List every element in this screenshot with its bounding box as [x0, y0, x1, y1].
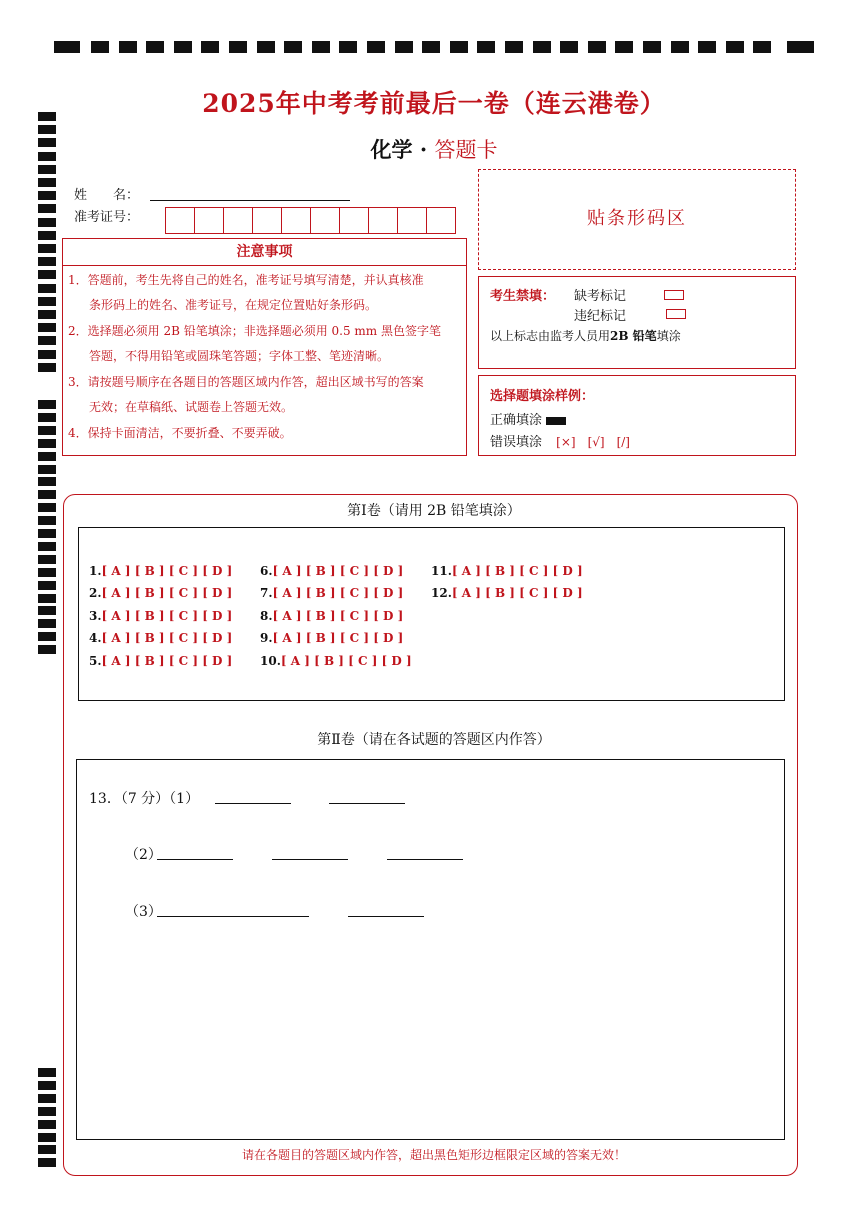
mc-number: 5.: [89, 654, 102, 668]
timing-mark: [533, 41, 551, 53]
timing-mark: [38, 529, 56, 538]
mc-options[interactable]: [ A ] [ B ] [ C ] [ D ]: [101, 654, 233, 668]
id-digit-box[interactable]: [368, 207, 398, 234]
question-13-answer-box: [76, 759, 785, 1140]
wrong-fill-label: 错误填涂: [490, 435, 543, 450]
page-title: 2025年中考考前最后一卷（连云港卷）: [202, 89, 666, 118]
mc-question-6[interactable]: [260, 564, 403, 578]
mc-options[interactable]: [ A ] [ B ] [ C ] [ D ]: [101, 609, 233, 623]
timing-mark: [38, 191, 56, 200]
wrong-fill-samples: [×] [√] [/]: [556, 435, 630, 449]
timing-mark: [588, 41, 606, 53]
notice-item: 2．选择题必须用 2B 铅笔填涂；非选择题必须用 0.5 mm 黑色签字笔: [68, 324, 442, 338]
timing-mark: [257, 41, 275, 53]
mc-number: 1.: [89, 564, 102, 578]
timing-mark: [38, 490, 56, 499]
timing-mark: [38, 542, 56, 551]
mc-options[interactable]: [ A ] [ B ] [ C ] [ D ]: [272, 564, 404, 578]
forbidden-marks-box: [478, 276, 796, 369]
mc-options[interactable]: [ A ] [ B ] [ C ] [ D ]: [451, 564, 583, 578]
timing-mark: [505, 41, 523, 53]
mc-number: 11.: [431, 564, 452, 578]
timing-mark: [38, 284, 56, 293]
timing-mark: [38, 400, 56, 409]
subtitle-card: 答题卡: [434, 138, 498, 162]
timing-mark: [38, 257, 56, 266]
mc-options[interactable]: [ A ] [ B ] [ C ] [ D ]: [272, 631, 404, 645]
barcode-area: 贴条形码区: [478, 169, 796, 270]
timing-mark: [38, 336, 56, 345]
timing-mark: [367, 41, 385, 53]
timing-mark: [38, 297, 56, 306]
forbidden-note-post: 填涂: [656, 329, 681, 343]
id-number-boxes[interactable]: [165, 207, 455, 234]
answer-blank[interactable]: [215, 803, 291, 804]
mc-options[interactable]: [ A ] [ B ] [ C ] [ D ]: [272, 609, 404, 623]
correct-fill-sample: [546, 417, 566, 425]
mc-question-2[interactable]: [89, 586, 232, 600]
timing-mark: [38, 413, 56, 422]
answer-blank[interactable]: [272, 859, 348, 860]
notice-item: 3．请按题号顺序在各题目的答题区域内作答，超出区域书写的答案: [68, 375, 424, 389]
timing-mark: [174, 41, 192, 53]
timing-mark: [38, 270, 56, 279]
timing-mark: [38, 125, 56, 134]
timing-mark: [671, 41, 689, 53]
timing-mark: [38, 178, 56, 187]
mc-number: 2.: [89, 586, 102, 600]
absent-mark-label: 缺考标记: [574, 289, 627, 304]
multiple-choice-box: [78, 527, 785, 701]
timing-mark: [698, 41, 716, 53]
mc-question-11[interactable]: [431, 564, 583, 578]
timing-mark: [38, 645, 56, 654]
mc-number: 6.: [260, 564, 273, 578]
timing-mark: [38, 465, 56, 474]
timing-mark: [38, 310, 56, 319]
subtitle-subject: 化学 ·: [370, 137, 435, 162]
mc-number: 12.: [431, 586, 452, 600]
timing-mark: [726, 41, 744, 53]
example-heading: 选择题填涂样例：: [490, 389, 595, 404]
timing-mark: [119, 41, 137, 53]
mc-question-9[interactable]: [260, 631, 403, 645]
name-label: 姓 名：: [74, 188, 140, 203]
part-2-label: （2）: [125, 847, 162, 863]
timing-mark: [753, 41, 771, 53]
id-digit-box[interactable]: [252, 207, 282, 234]
timing-mark: [477, 41, 495, 53]
mc-number: 8.: [260, 609, 273, 623]
mc-question-8[interactable]: [260, 609, 403, 623]
mc-question-12[interactable]: [431, 586, 583, 600]
mc-options[interactable]: [ A ] [ B ] [ C ] [ D ]: [101, 564, 233, 578]
timing-mark: [38, 426, 56, 435]
id-label: 准考证号：: [74, 210, 140, 225]
timing-mark: [146, 41, 164, 53]
mc-number: 9.: [260, 631, 273, 645]
id-digit-box[interactable]: [310, 207, 340, 234]
timing-mark: [38, 218, 56, 227]
timing-mark: [38, 452, 56, 461]
forbidden-label: 考生禁填：: [490, 289, 556, 304]
mc-options[interactable]: [ A ] [ B ] [ C ] [ D ]: [451, 586, 583, 600]
timing-mark: [284, 41, 302, 53]
correct-fill-label: 正确填涂: [490, 413, 543, 428]
timing-mark: [38, 568, 56, 577]
violation-mark-label: 违纪标记: [574, 309, 627, 324]
timing-mark: [91, 41, 109, 53]
answer-blank[interactable]: [157, 916, 309, 917]
answer-blank[interactable]: [348, 916, 424, 917]
timing-mark: [38, 1120, 56, 1129]
timing-mark: [38, 204, 56, 213]
timing-mark: [450, 41, 468, 53]
timing-mark: [615, 41, 633, 53]
notice-box: [62, 238, 467, 456]
section1-title: 第Ⅰ卷（请用 2B 铅笔填涂）: [347, 503, 521, 519]
mc-options[interactable]: [ A ] [ B ] [ C ] [ D ]: [280, 654, 412, 668]
timing-mark: [38, 350, 56, 359]
notice-heading: 注意事项: [63, 239, 466, 266]
part-3-label: （3）: [125, 904, 162, 920]
timing-mark: [54, 41, 80, 53]
mc-options[interactable]: [ A ] [ B ] [ C ] [ D ]: [272, 586, 404, 600]
id-digit-box[interactable]: [281, 207, 311, 234]
timing-mark: [38, 606, 56, 615]
timing-mark: [38, 439, 56, 448]
timing-mark: [38, 323, 56, 332]
correct-fill-row: [490, 409, 566, 428]
answer-blank[interactable]: [387, 859, 463, 860]
mc-question-10[interactable]: [260, 654, 412, 668]
id-digit-box[interactable]: [223, 207, 253, 234]
timing-mark: [38, 1081, 56, 1090]
timing-mark: [38, 555, 56, 564]
timing-mark: [422, 41, 440, 53]
mc-options[interactable]: [ A ] [ B ] [ C ] [ D ]: [101, 631, 233, 645]
mc-number: 10.: [260, 654, 281, 668]
timing-mark: [38, 594, 56, 603]
timing-mark: [395, 41, 413, 53]
fill-example-box: [478, 375, 796, 456]
timing-mark: [38, 1133, 56, 1142]
timing-mark: [201, 41, 219, 53]
timing-mark: [38, 477, 56, 486]
timing-mark: [38, 231, 56, 240]
mc-number: 7.: [260, 586, 273, 600]
timing-mark: [339, 41, 357, 53]
timing-mark: [229, 41, 247, 53]
forbidden-note-pre: 以上标志由监考人员用: [490, 329, 611, 343]
timing-mark: [787, 41, 814, 53]
mc-number: 3.: [89, 609, 102, 623]
mc-question-3[interactable]: [89, 609, 232, 623]
timing-mark: [38, 363, 56, 372]
absent-mark-box[interactable]: [664, 290, 684, 300]
notice-item: 条形码上的姓名、准考证号，在规定位置贴好条形码。: [89, 298, 378, 312]
timing-mark: [38, 619, 56, 628]
mc-question-1[interactable]: [89, 564, 232, 578]
id-digit-box[interactable]: [426, 207, 456, 234]
mc-question-4[interactable]: [89, 631, 232, 645]
question-13-label: 13．（7 分）（1）: [89, 791, 200, 807]
id-digit-box[interactable]: [339, 207, 369, 234]
page-subtitle: [0, 134, 868, 164]
timing-mark: [38, 244, 56, 253]
timing-mark: [312, 41, 330, 53]
section2-title: 第Ⅱ卷（请在各试题的答题区内作答）: [317, 732, 551, 748]
id-digit-box[interactable]: [165, 207, 195, 234]
answer-blank[interactable]: [329, 803, 405, 804]
timing-mark: [38, 1107, 56, 1116]
answer-blank[interactable]: [157, 859, 233, 860]
timing-mark: [643, 41, 661, 53]
wrong-fill-row: [490, 431, 630, 450]
footer-warning: 请在各题目的答题区域内作答，超出黑色矩形边框限定区域的答案无效！: [241, 1148, 626, 1162]
timing-mark: [38, 581, 56, 590]
violation-mark-box[interactable]: [666, 309, 686, 319]
timing-mark: [38, 1094, 56, 1103]
id-digit-box[interactable]: [397, 207, 427, 234]
name-field[interactable]: [150, 200, 350, 201]
left-timing-marks-middle: [38, 400, 56, 656]
notice-item: 4．保持卡面清洁，不要折叠、不要弄破。: [68, 426, 292, 440]
timing-mark: [38, 165, 56, 174]
mc-options[interactable]: [ A ] [ B ] [ C ] [ D ]: [101, 586, 233, 600]
top-timing-marks: [54, 41, 814, 55]
forbidden-note-bold: 2B 铅笔: [610, 329, 657, 343]
notice-item: 无效；在草稿纸、试题卷上答题无效。: [89, 400, 294, 414]
timing-mark: [38, 1068, 56, 1077]
id-digit-box[interactable]: [194, 207, 224, 234]
timing-mark: [560, 41, 578, 53]
mc-number: 4.: [89, 631, 102, 645]
timing-mark: [38, 632, 56, 641]
forbidden-note: [490, 327, 681, 344]
notice-item: 1．答题前，考生先将自己的姓名，准考证号填写清楚，并认真核准: [68, 273, 424, 287]
mc-question-5[interactable]: [89, 654, 232, 668]
notice-item: 答题，不得用铅笔或圆珠笔答题；字体工整、笔迹清晰。: [89, 349, 390, 363]
mc-question-7[interactable]: [260, 586, 403, 600]
